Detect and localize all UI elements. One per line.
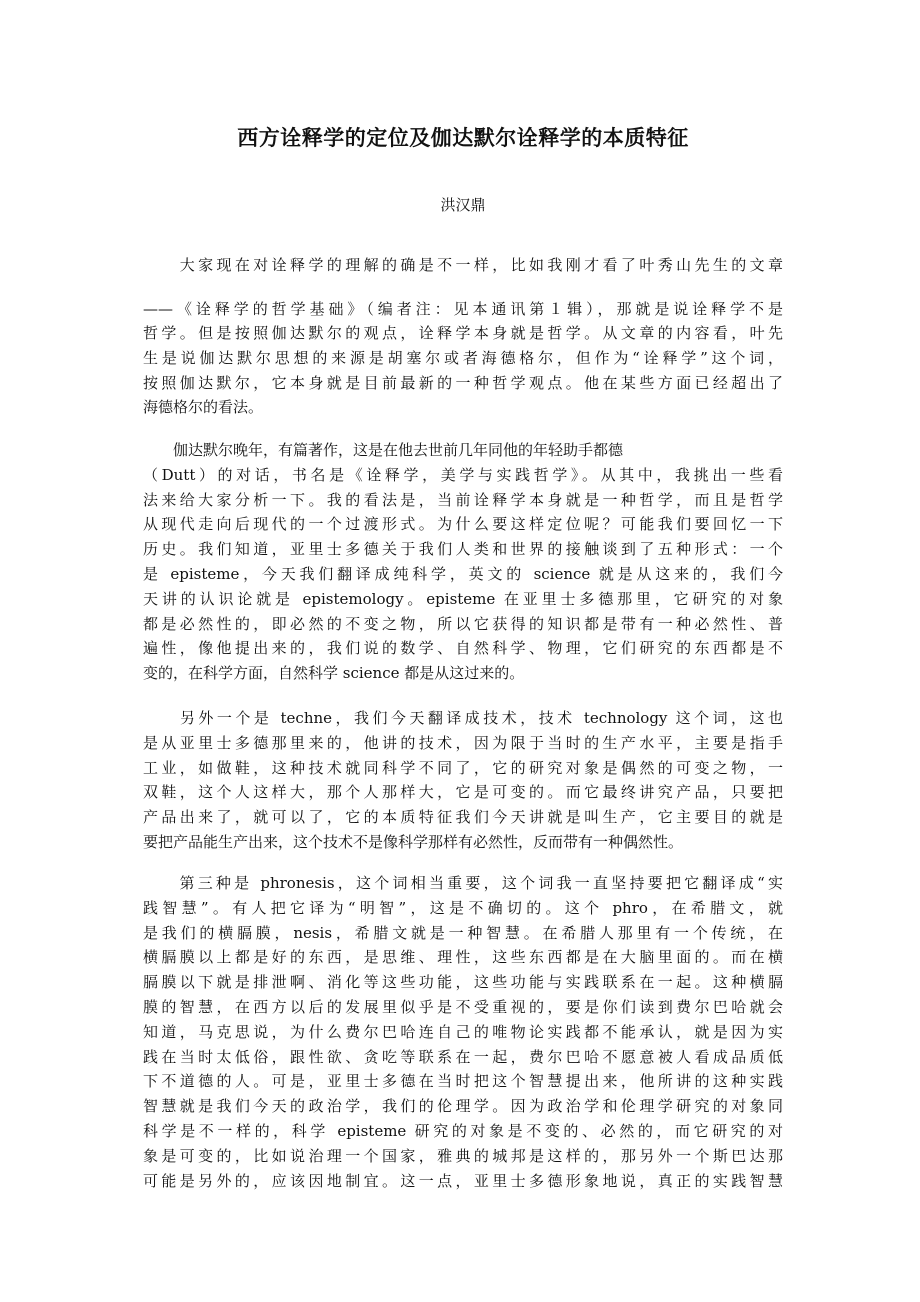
text-line: （Dutt）的对话，书名是《诠释学，美学与实践哲学》。从其中，我挑出一些看 bbox=[143, 465, 783, 484]
paragraph-1-part-1 bbox=[143, 253, 783, 322]
text-line: 科学是不一样的，科学 episteme 研究的对象是不变的、必然的，而它研究的对 bbox=[143, 1121, 783, 1140]
text-line: 哲学。但是按照伽达默尔的观点，诠释学本身就是哲学。从文章的内容看，叶先 bbox=[143, 324, 783, 342]
text-line: 大家现在对诠释学的理解的确是不一样，比如我刚才看了叶秀山先生的文章 bbox=[143, 256, 783, 274]
text-line: 工业，如做鞋，这种技术就同科学不同了，它的研究对象是偶然的可变之物，一 bbox=[143, 758, 783, 777]
paragraph-4 bbox=[143, 871, 783, 1193]
text-line: 象是可变的，比如说治理一个国家，雅典的城邦是这样的，那另外一个斯巴达那 bbox=[143, 1146, 783, 1165]
text-line: 智慧就是我们今天的政治学，我们的伦理学。因为政治学和伦理学研究的对象同 bbox=[143, 1097, 783, 1116]
text-line: 可能是另外的，应该因地制宜。这一点，亚里士多德形象地说，真正的实践智慧 bbox=[143, 1171, 783, 1190]
text-line: 历史。我们知道，亚里士多德关于我们人类和世界的接触谈到了五种形式：一个 bbox=[143, 540, 783, 559]
text-line: 按照伽达默尔，它本身就是目前最新的一种哲学观点。他在某些方面已经超出了 bbox=[143, 373, 783, 392]
text-line: 膜的智慧，在西方以后的发展里似乎是不受重视的，要是你们读到费尔巴哈就会 bbox=[143, 997, 783, 1016]
text-line: 横膈膜以上都是好的东西，是思维、理性，这些东西都是在大脑里面的。而在横 bbox=[143, 948, 783, 967]
text-line: 第三种是 phronesis，这个词相当重要，这个词我一直坚持要把它翻译成“实 bbox=[143, 874, 783, 892]
text-line: 海德格尔的看法。 bbox=[143, 398, 264, 417]
text-line: 伽达默尔晚年，有篇著作，这是在他去世前几年同他的年轻助手都德 bbox=[143, 441, 624, 459]
text-line: 是 episteme，今天我们翻译成纯科学，英文的 science 就是从这来的，我们今 bbox=[143, 564, 783, 583]
text-line: 践智慧”。有人把它译为“明智”，这是不确切的。这个 phro，在希腊文，就 bbox=[143, 898, 783, 917]
text-line: 知道，马克思说，为什么费尔巴哈连自己的唯物论实践都不能承认，就是因为实 bbox=[143, 1022, 783, 1041]
text-line: 双鞋，这个人这样大，那个人那样大，它是可变的。而它最终讲究产品，只要把 bbox=[143, 783, 783, 802]
text-line: 膈膜以下就是排泄啊、消化等这些功能，这些功能与实践联系在一起。这种横膈 bbox=[143, 973, 783, 992]
text-line: 是从亚里士多德那里来的，他讲的技术，因为限于当时的生产水平，主要是指手 bbox=[143, 733, 783, 752]
document-author: 洪汉鼎 bbox=[440, 196, 486, 214]
text-line: 天讲的认识论就是 epistemology。episteme 在亚里士多德那里，它研究的对象 bbox=[143, 589, 783, 608]
paragraph-1-part-2 bbox=[143, 321, 783, 420]
text-line: ——《诠释学的哲学基础》（编者注：见本通讯第１辑），那就是说诠释学不是 bbox=[143, 299, 783, 318]
document-page bbox=[143, 0, 783, 1302]
text-line: 要把产品能生产出来，这个技术不是像科学那样有必然性，反而带有一种偶然性。 bbox=[143, 832, 684, 851]
text-line: 从现代走向后现代的一个过渡形式。为什么要这样定位呢？可能我们要回忆一下 bbox=[143, 515, 783, 534]
text-line: 践在当时太低俗，跟性欲、贪吃等联系在一起，费尔巴哈不愿意被人看成品质低 bbox=[143, 1047, 783, 1066]
paragraph-3 bbox=[143, 706, 783, 855]
text-line: 另外一个是 techne，我们今天翻译成技术，技术 technology 这个词，这也 bbox=[143, 709, 783, 727]
text-line: 都是必然性的，即必然的不变之物，所以它获得的知识都是带有一种必然性、普 bbox=[143, 614, 783, 633]
text-line: 法来给大家分析一下。我的看法是，当前诠释学本身就是一种哲学，而且是哲学 bbox=[143, 490, 783, 509]
paragraph-2 bbox=[143, 438, 783, 686]
document-title: 西方诠释学的定位及伽达默尔诠释学的本质特征 bbox=[237, 126, 689, 150]
text-line: 遍性，像他提出来的，我们说的数学、自然科学、物理，它们研究的东西都是不 bbox=[143, 639, 783, 658]
text-line: 产品出来了，就可以了，它的本质特征我们今天讲就是叫生产，它主要目的就是 bbox=[143, 808, 783, 827]
text-line: 是我们的横膈膜，nesis，希腊文就是一种智慧。在希腊人那里有一个传统，在 bbox=[143, 923, 783, 942]
text-line: 生是说伽达默尔思想的来源是胡塞尔或者海德格尔，但作为“诠释学”这个词， bbox=[143, 348, 783, 367]
text-line: 下不道德的人。可是，亚里士多德在当时把这个智慧提出来，他所讲的这种实践 bbox=[143, 1072, 783, 1091]
text-line: 变的，在科学方面，自然科学 science 都是从这过来的。 bbox=[143, 664, 525, 683]
